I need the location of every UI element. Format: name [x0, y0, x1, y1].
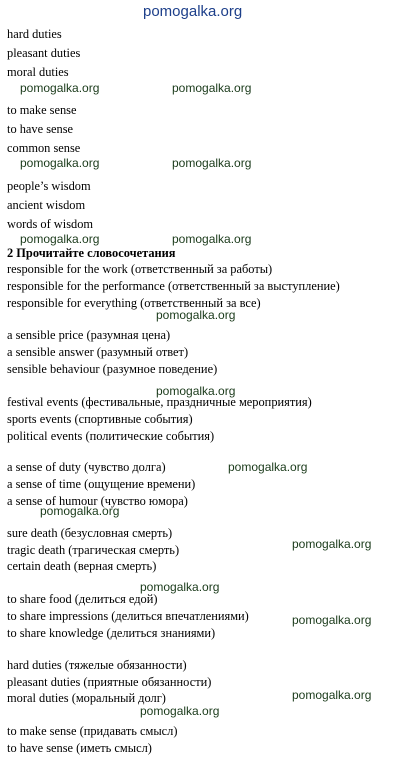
watermark: pomogalka.org	[292, 613, 372, 627]
watermark: pomogalka.org	[140, 704, 220, 718]
text-line: sports events (спортивные события)	[7, 412, 193, 426]
text-line: a sensible price (разумная цена)	[7, 328, 171, 342]
text-line: a sense of time (ощущение времени)	[7, 477, 196, 491]
text-line: responsible for the work (ответственный за работы)	[7, 262, 273, 276]
text-line: political events (политические события)	[7, 429, 215, 443]
watermark: pomogalka.org	[156, 308, 236, 322]
text-line: ancient wisdom	[7, 198, 86, 212]
text-line: to make sense	[7, 103, 77, 117]
text-line: a sense of humour (чувство юмора)	[7, 494, 188, 508]
text-line: to have sense (иметь смысл)	[7, 741, 152, 755]
watermark: pomogalka.org	[20, 232, 100, 246]
watermark: pomogalka.org	[20, 81, 100, 95]
watermark: pomogalka.org	[172, 156, 252, 170]
text-line: sensible behaviour (разумное поведение)	[7, 362, 218, 376]
text-line: moral duties (моральный долг)	[7, 691, 166, 705]
text-line: to share knowledge (делиться знаниями)	[7, 626, 216, 640]
text-line: people’s wisdom	[7, 179, 91, 193]
text-line: a sense of duty (чувство долга)	[7, 460, 166, 474]
text-line: hard duties	[7, 27, 62, 41]
text-line: pleasant duties	[7, 46, 81, 60]
text-line: festival events (фестивальные, праздничные мероприятия)	[7, 395, 312, 409]
watermark: pomogalka.org	[228, 460, 308, 474]
watermark: pomogalka.org	[172, 81, 252, 95]
watermark: pomogalka.org	[292, 537, 372, 551]
watermark: pomogalka.org	[40, 504, 120, 518]
text-line: sure death (безусловная смерть)	[7, 526, 173, 540]
text-line: responsible for the performance (ответственный за выступление)	[7, 279, 340, 293]
watermark: pomogalka.org	[292, 688, 372, 702]
watermark: pomogalka.org	[172, 232, 252, 246]
section-heading: 2 Прочитайте словосочетания	[7, 246, 176, 260]
text-line: tragic death (трагическая смерть)	[7, 543, 180, 557]
text-line: to have sense	[7, 122, 74, 136]
text-line: to share impressions (делиться впечатлениями)	[7, 609, 249, 623]
text-line: to make sense (придавать смысл)	[7, 724, 178, 738]
text-line: certain death (верная смерть)	[7, 559, 157, 573]
watermark: pomogalka.org	[156, 384, 236, 398]
text-line: hard duties (тяжелые обязанности)	[7, 658, 187, 672]
watermark: pomogalka.org	[140, 580, 220, 594]
watermark: pomogalka.org	[20, 156, 100, 170]
text-line: to share food (делиться едой)	[7, 592, 158, 606]
text-line: moral duties	[7, 65, 69, 79]
text-line: words of wisdom	[7, 217, 94, 231]
text-line: common sense	[7, 141, 81, 155]
watermark-top: pomogalka.org	[143, 3, 243, 20]
text-line: pleasant duties (приятные обязанности)	[7, 675, 212, 689]
text-line: responsible for everything (ответственный за все)	[7, 296, 261, 310]
text-line: a sensible answer (разумный ответ)	[7, 345, 189, 359]
